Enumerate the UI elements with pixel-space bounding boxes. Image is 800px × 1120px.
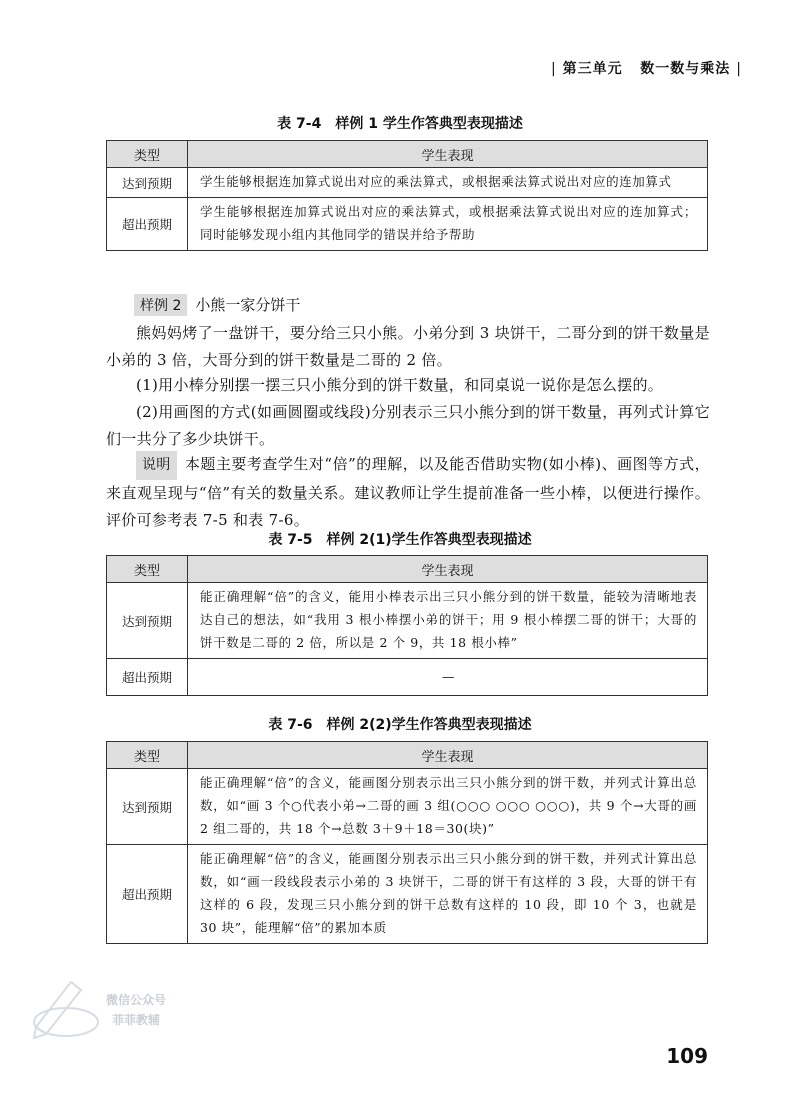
table-7-5 — [106, 555, 708, 696]
sample-2-note — [106, 451, 710, 534]
header-unit: 第三单元 — [562, 61, 623, 77]
sample-2-problem: 熊妈妈烤了一盘饼干，要分给三只小熊。小弟分到 3 块饼干，二哥分到的饼干数量是小弟的 3 倍，大哥分到的饼干数量是二哥的 2 倍。 — [106, 324, 710, 369]
col-performance-header: 学生表现 — [188, 141, 708, 168]
row-type: 超出预期 — [107, 659, 188, 696]
col-performance-header: 学生表现 — [188, 556, 708, 583]
sample-2-heading — [134, 294, 300, 316]
header-topic: 数一数与乘法 — [640, 61, 731, 77]
col-type-header: 类型 — [107, 742, 188, 769]
row-type: 达到预期 — [107, 583, 188, 659]
row-type: 超出预期 — [107, 845, 188, 944]
header-divider-right: | — [736, 61, 742, 77]
row-description: 能正确理解“倍”的含义，能画图分别表示出三只小熊分到的饼干数，并列式计算出总数，如“画 3 个○代表小弟→二哥的画 3 组(○○○ ○○○ ○○○)，共 9 个→大哥的画 2 组二哥的，共 18 个→总数 3＋9＋18＝30(块)” — [188, 769, 708, 845]
table-header-row — [107, 742, 708, 769]
table-7-6 — [106, 741, 708, 944]
table-header-row — [107, 141, 708, 168]
table-row — [107, 583, 708, 659]
sample-2-tag: 样例 2 — [134, 294, 187, 316]
table-7-5-caption: 表 7-5 样例 2(1)学生作答典型表现描述 — [268, 532, 532, 548]
note-text: 本题主要考查学生对“倍”的理解，以及能否借助实物(如小棒)、画图等方式，来直观呈现与“倍”有关的数量关系。建议教师让学生提前准备一些小棒，以便进行操作。评价可参考表 7-5 和表 7-6。 — [106, 455, 710, 529]
col-type-header: 类型 — [107, 141, 188, 168]
note-tag: 说明 — [136, 451, 177, 480]
table-row — [107, 659, 708, 696]
running-header — [545, 58, 748, 78]
table-row — [107, 198, 708, 251]
row-type: 超出预期 — [107, 198, 188, 251]
table-header-row — [107, 556, 708, 583]
row-description: 能正确理解“倍”的含义，能画图分别表示出三只小熊分到的饼干数，并列式计算出总数，如“画一段线段表示小弟的 3 块饼干，二哥的饼干有这样的 3 段，大哥的饼干有这样的 6 段，发现三只小熊分到的饼干总数有这样的 10 段，即 10 个 3，也就是 30 块”，能理解“倍”的累加本质 — [188, 845, 708, 944]
col-performance-header: 学生表现 — [188, 742, 708, 769]
row-description: 学生能够根据连加算式说出对应的乘法算式，或根据乘法算式说出对应的连加算式；同时能够发现小组内其他同学的错误并给予帮助 — [188, 198, 708, 251]
col-type-header: 类型 — [107, 556, 188, 583]
row-description: — — [188, 659, 708, 696]
sample-2-question-2: (2)用画图的方式(如画圆圈或线段)分别表示三只小熊分到的饼干数量，再列式计算它们一共分了多少块饼干。 — [106, 403, 710, 448]
pencil-icon — [26, 972, 106, 1042]
row-description: 学生能够根据连加算式说出对应的乘法算式，或根据乘法算式说出对应的连加算式 — [188, 168, 708, 198]
page-number: 109 — [666, 1044, 708, 1068]
row-type: 达到预期 — [107, 168, 188, 198]
sample-2-question-1: (1)用小棒分别摆一摆三只小熊分到的饼干数量，和同桌说一说你是怎么摆的。 — [136, 376, 664, 394]
table-7-6-caption: 表 7-6 样例 2(2)学生作答典型表现描述 — [268, 717, 532, 733]
watermark — [26, 972, 206, 1042]
table-row — [107, 845, 708, 944]
table-row — [107, 769, 708, 845]
row-type: 达到预期 — [107, 769, 188, 845]
row-description: 能正确理解“倍”的含义，能用小棒表示出三只小熊分到的饼干数量，能较为清晰地表达自己的想法，如“我用 3 根小棒摆小弟的饼干；用 9 根小棒摆二哥的饼干；大哥的饼干数是二哥的 2 倍，所以是 2 个 9，共 18 根小棒” — [188, 583, 708, 659]
header-divider-left: | — [550, 61, 557, 77]
watermark-text: 微信公众号 菲菲教辅 — [106, 993, 167, 1027]
sample-2-title: 小熊一家分饼干 — [195, 296, 301, 314]
table-7-4 — [106, 140, 708, 251]
table-7-4-caption: 表 7-4 样例 1 学生作答典型表现描述 — [277, 116, 523, 132]
table-row — [107, 168, 708, 198]
